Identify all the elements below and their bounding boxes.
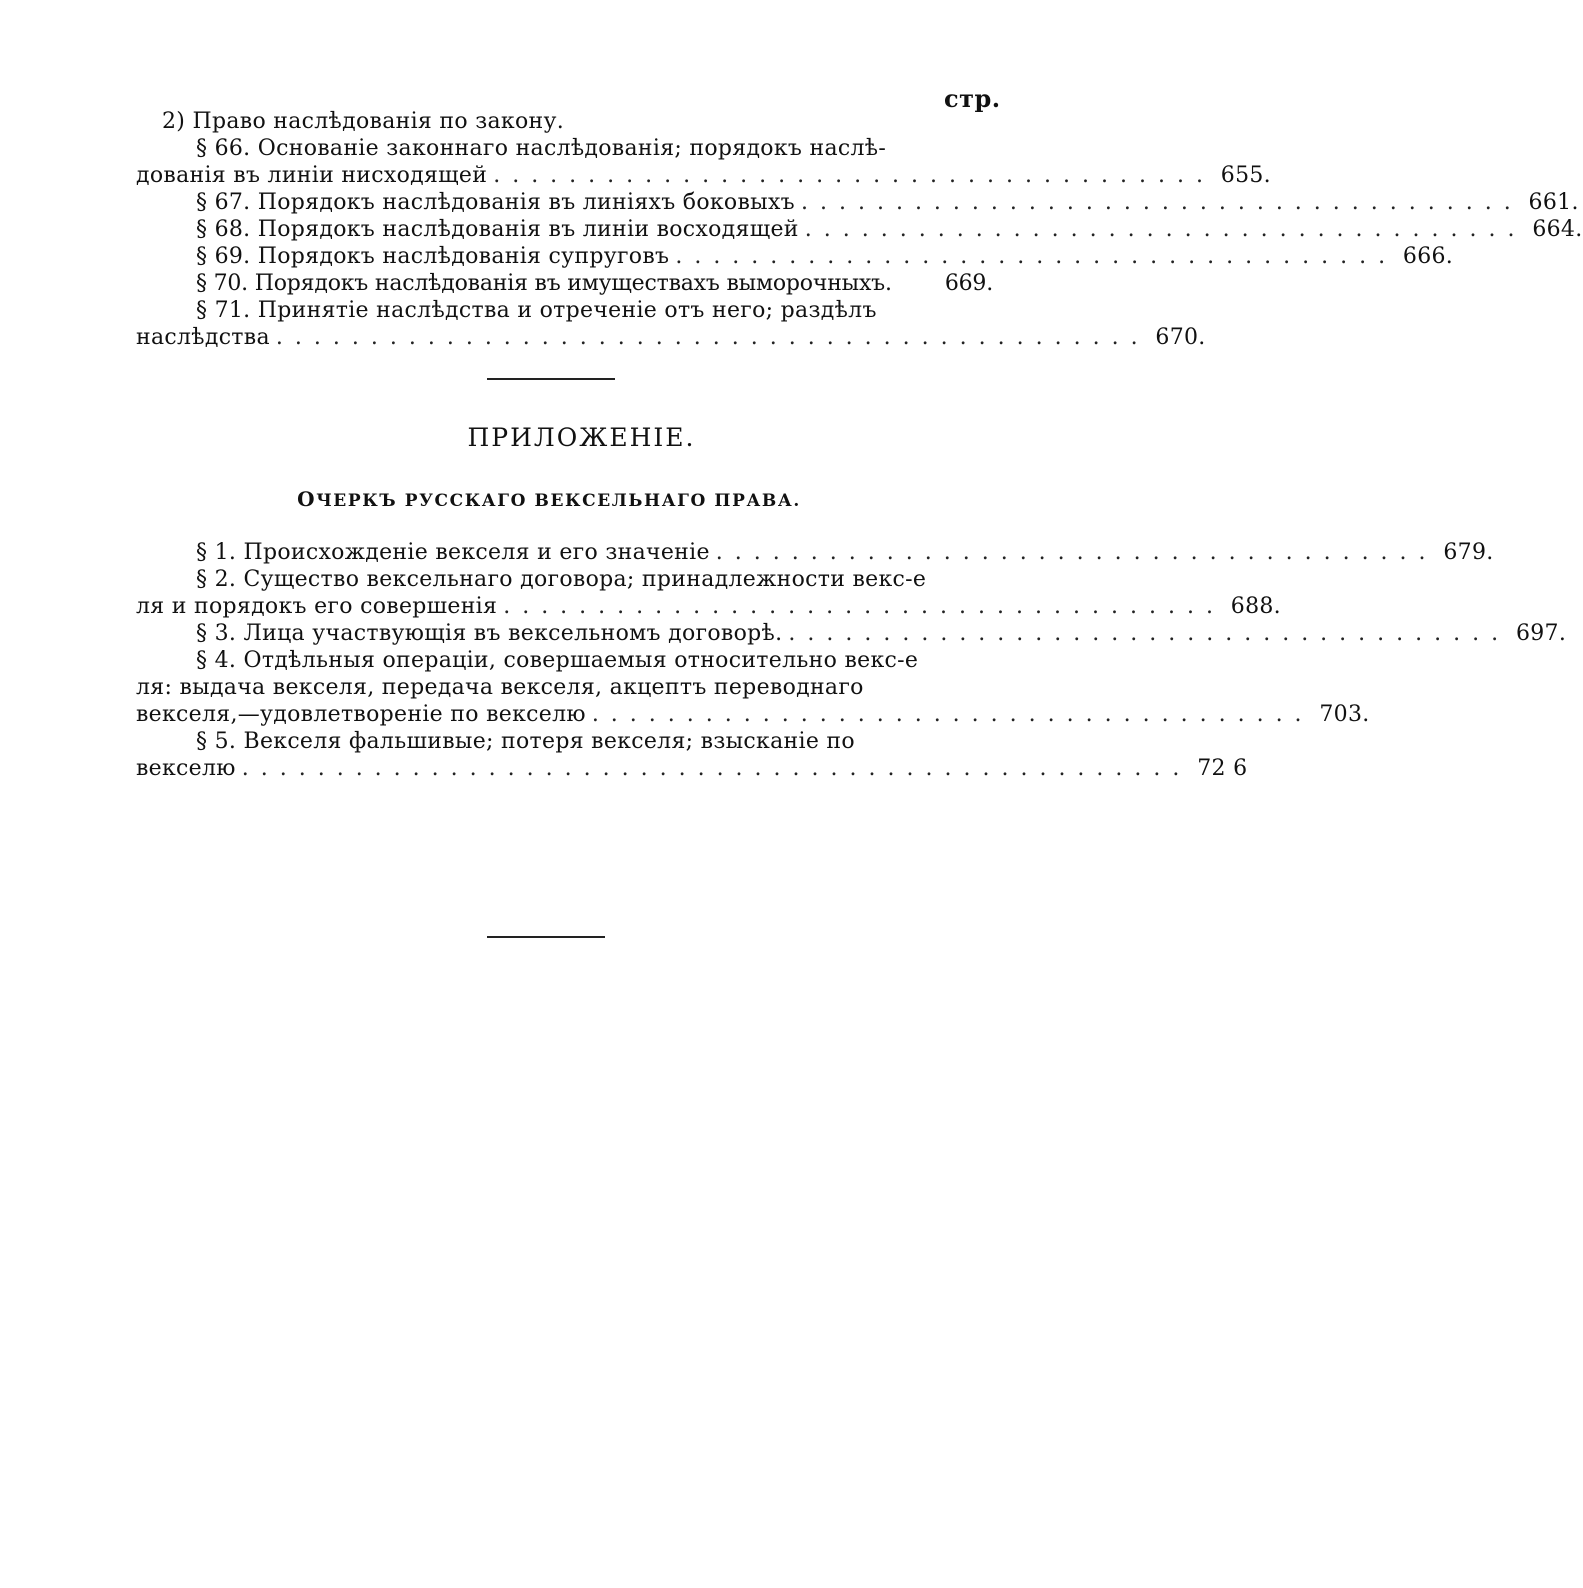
- toc-page-number: 703.: [1319, 702, 1370, 727]
- appendix-subtitle-text: ЧЕРКЪ РУССКАГО ВЕКСЕЛЬНАГО ПРАВА.: [316, 491, 801, 511]
- leader-dots: ......................................: [591, 702, 1314, 727]
- toc-entry-text: ля и порядокъ его совершенія: [136, 594, 498, 619]
- leader-dots: ..............................................: [275, 325, 1150, 350]
- section-heading: 2) Право наслѣдованія по закону.: [162, 109, 565, 134]
- toc-entry-app-1: [136, 539, 1494, 566]
- toc-entry-app-3: [136, 620, 1567, 647]
- leader-dots: ......................................: [800, 190, 1523, 215]
- toc-entry-71-line-1: § 71. Принятіе наслѣдства и отреченіе отъ него; раздѣлъ: [196, 298, 877, 323]
- toc-entry-71-last-line: [136, 324, 1206, 351]
- appendix-subtitle-initial: О: [297, 487, 317, 511]
- toc-entry-text: § 69. Порядокъ наслѣдованія супруговъ: [196, 244, 670, 269]
- toc-section-appendix: [136, 539, 1567, 782]
- appendix-title: ПРИЛОЖЕНІЕ.: [467, 423, 696, 452]
- toc-page-number: 697.: [1515, 621, 1567, 646]
- toc-entry-69: [136, 243, 1454, 270]
- toc-entry-app-2-last-line: [136, 593, 1281, 620]
- toc-page-number: 666.: [1402, 244, 1454, 269]
- toc-entry-text: § 1. Происхожденіе векселя и его значеніе: [196, 540, 710, 565]
- toc-entry-app-4-line-1: § 4. Отдѣльныя операціи, совершаемыя относительно векс-е: [196, 648, 919, 673]
- toc-page-number: 669.: [944, 271, 993, 296]
- toc-entry-66-last-line: [136, 162, 1271, 189]
- toc-entry-67: [136, 189, 1579, 216]
- toc-entry-text: векселя,—удовлетвореніе по векселю: [136, 702, 586, 727]
- leader-dots: ......................................: [804, 217, 1527, 242]
- toc-entry-text: наслѣдства: [136, 325, 270, 350]
- toc-page-number: 670.: [1155, 325, 1206, 350]
- end-divider-rule: [487, 936, 605, 938]
- leader-dots: ......................................: [715, 540, 1438, 565]
- toc-entry-text: § 68. Порядокъ наслѣдованія въ линіи восходящей: [196, 217, 799, 242]
- leader-dots: ..................................................: [241, 756, 1192, 781]
- toc-entry-text: § 67. Порядокъ наслѣдованія въ линіяхъ боковыхъ: [196, 190, 795, 215]
- toc-entry-app-4-line-2: ля: выдача векселя, передача векселя, акцептъ переводнаго: [136, 675, 864, 700]
- toc-page-number: 688.: [1230, 594, 1281, 619]
- toc-page-number: 655.: [1220, 163, 1271, 188]
- leader-dots: ......................................: [503, 594, 1225, 619]
- toc-entry-text: § 70. Порядокъ наслѣдованія въ имуществахъ выморочныхъ.: [196, 271, 892, 296]
- toc-entry-app-5-last-line: [136, 755, 1248, 782]
- toc-entry-text: дованія въ линіи нисходящей: [136, 163, 488, 188]
- toc-entry-app-2-line-1: § 2. Существо вексельнаго договора; принадлежности векс-е: [196, 567, 927, 592]
- toc-page-number: 664.: [1532, 217, 1583, 242]
- toc-entry-app-5-line-1: § 5. Векселя фальшивые; потеря векселя; взысканіе по: [196, 729, 855, 754]
- toc-page-number: 72 6: [1197, 756, 1248, 781]
- toc-page-number: 661.: [1528, 190, 1579, 215]
- appendix-subtitle: [0, 487, 1098, 511]
- leader-dots: ......................................: [788, 621, 1511, 646]
- toc-section-inheritance: [136, 108, 1583, 351]
- toc-entry-70: [136, 270, 993, 297]
- toc-entry-text: векселю: [136, 756, 236, 781]
- section-divider-rule: [487, 378, 615, 380]
- toc-page-number: 679.: [1443, 540, 1494, 565]
- page-column-label: стр.: [944, 84, 1001, 113]
- leader-dots: ......................................: [493, 163, 1215, 188]
- toc-entry-app-4-last-line: [136, 701, 1370, 728]
- toc-entry-66-line-1: § 66. Основаніе законнаго наслѣдованія; порядокъ наслѣ-: [196, 136, 887, 161]
- toc-entry-68: [136, 216, 1583, 243]
- toc-entry-text: § 3. Лица участвующія въ вексельномъ договорѣ.: [196, 621, 783, 646]
- leader-dots: ......................................: [675, 244, 1398, 269]
